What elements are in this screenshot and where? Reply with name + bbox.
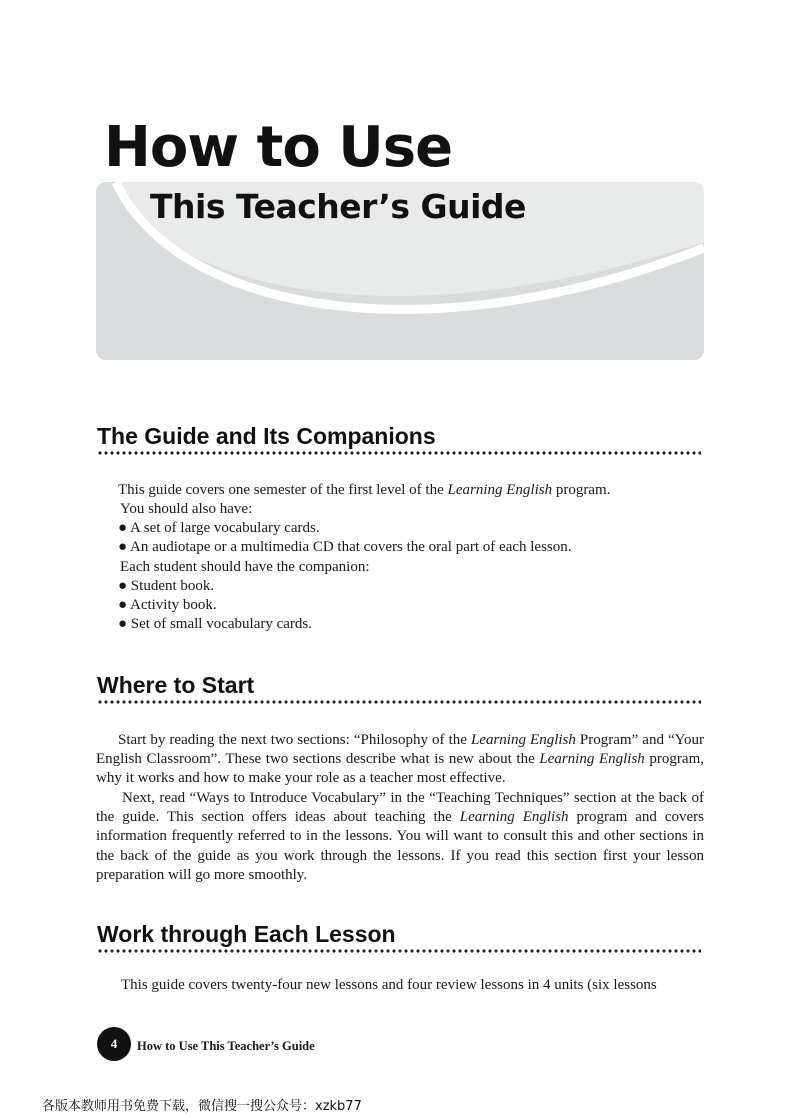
list-item: You should also have: [120, 501, 253, 517]
section-heading-work-through: Work through Each Lesson [97, 920, 701, 954]
companions-intro: This guide covers one semester of the first level of the Learning English program. [118, 482, 611, 498]
section-heading-where-to-start: Where to Start [97, 671, 701, 705]
footer-running-title: How to Use This Teacher’s Guide [137, 1039, 315, 1053]
where-to-start-paragraph-1: Start by reading the next two sections: “Philosophy of the Learning English Program” and “Your English Classroom”. These two sections describe what is new about the Learning English program, why it works and how to make your role as a teacher most effective. [96, 732, 704, 787]
work-through-paragraph: This guide covers twenty-four new lessons and four review lessons in 4 units (six lessons [121, 977, 657, 993]
list-item: ● Student book. [118, 577, 215, 594]
list-item: Each student should have the companion: [120, 558, 370, 575]
list-item: ● Set of small vocabulary cards. [118, 616, 313, 633]
where-to-start-paragraph-2: Next, read “Ways to Introduce Vocabulary” in the “Teaching Techniques” section at the back of the guide. This section offers ideas about teaching the Learning English program and covers information frequently referred to in the lessons. You will want to consult this and other sections in the back of the guide as you work through the lessons. If you read this section first your lesson preparation will go more smoothly. [96, 790, 705, 883]
section-heading-companions: The Guide and Its Companions [97, 422, 701, 456]
watermark-text: 各版本教师用书免费下载，微信搜一搜公众号：xzkb77 [42, 1099, 362, 1114]
page-number-badge: 4 [97, 1027, 131, 1061]
list-item: ● Activity book. [118, 597, 217, 614]
list-item: ● An audiotape or a multimedia CD that covers the oral part of each lesson. [118, 539, 572, 556]
page-title: How to Use [104, 115, 453, 180]
list-item: ● A set of large vocabulary cards. [118, 520, 320, 537]
page-subtitle: This Teacher’s Guide [150, 187, 526, 226]
companions-list [118, 500, 572, 634]
